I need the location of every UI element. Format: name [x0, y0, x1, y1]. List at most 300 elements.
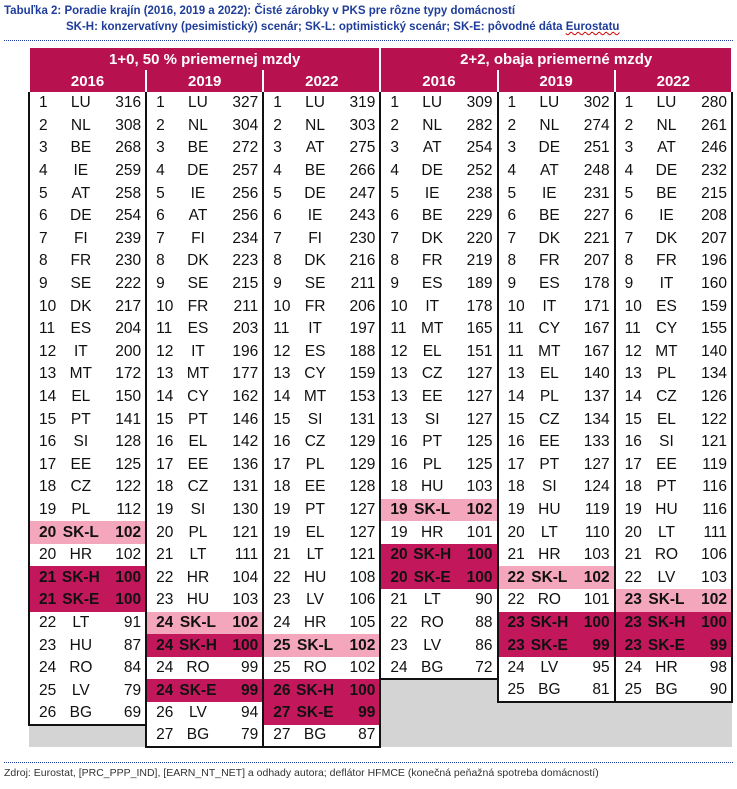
table-row — [29, 273, 732, 296]
rank-cell: 24 — [380, 657, 407, 680]
rank-cell: 23 — [498, 612, 525, 635]
group-header-2: 2+2, obaja priemerné mzdy — [380, 48, 732, 70]
rank-cell: 4 — [263, 160, 290, 183]
country-cell: IT — [542, 297, 557, 315]
country-cell: CY — [304, 365, 326, 383]
country-cell: DE — [538, 139, 561, 157]
country-cell: BG — [524, 679, 574, 702]
value-cell: 99 — [691, 634, 732, 657]
empty-cell — [615, 725, 732, 748]
country-cell: LT — [189, 546, 207, 564]
country-cell: AT — [422, 139, 442, 157]
table-row — [29, 205, 732, 228]
country-cell: SK-L — [56, 521, 106, 544]
value-cell: 230 — [106, 250, 146, 273]
ranking-table — [28, 48, 733, 748]
country-cell: LU — [539, 94, 560, 112]
rank-cell: 7 — [498, 228, 525, 251]
rank-cell: 16 — [146, 431, 173, 454]
country-cell: DK — [421, 229, 443, 247]
rank-cell: 11 — [263, 318, 290, 341]
value-cell: 229 — [457, 205, 497, 228]
rank-cell: 7 — [263, 228, 290, 251]
country-cell: AT — [188, 207, 208, 225]
country-cell: PT — [188, 410, 208, 428]
rank-cell: 21 — [29, 589, 56, 612]
country-cell: IT — [73, 342, 88, 360]
value-cell: 275 — [340, 137, 380, 160]
country-cell: RO — [69, 659, 93, 677]
value-cell: 146 — [223, 408, 263, 431]
country-cell: EL — [656, 410, 676, 428]
rank-cell: 19 — [380, 521, 407, 544]
country-cell: NL — [422, 116, 443, 134]
empty-cell — [615, 702, 732, 725]
country-cell: ES — [656, 297, 677, 315]
rank-cell: 25 — [615, 679, 642, 702]
value-cell: 178 — [574, 273, 614, 296]
rank-cell: 17 — [146, 454, 173, 477]
value-cell: 309 — [457, 92, 497, 115]
value-cell: 196 — [223, 341, 263, 364]
value-cell: 231 — [574, 182, 614, 205]
value-cell: 79 — [223, 725, 263, 748]
rank-cell: 22 — [146, 566, 173, 589]
rank-cell: 21 — [29, 566, 56, 589]
country-cell: SI — [542, 478, 557, 496]
country-cell: EE — [421, 388, 443, 406]
country-cell: EL — [539, 365, 559, 383]
country-cell: PL — [71, 500, 91, 518]
rank-cell: 16 — [29, 431, 56, 454]
value-cell: 319 — [340, 92, 380, 115]
rank-cell: 24 — [29, 657, 56, 680]
empty-cell — [380, 702, 497, 725]
country-cell: SK-L — [407, 499, 457, 522]
rank-cell: 23 — [146, 589, 173, 612]
value-cell: 259 — [106, 160, 146, 183]
value-cell: 102 — [106, 521, 146, 544]
rank-cell: 18 — [615, 476, 642, 499]
country-cell: LU — [422, 94, 443, 112]
rank-cell: 20 — [29, 521, 56, 544]
rank-cell: 27 — [263, 725, 290, 748]
country-cell: FR — [70, 252, 92, 270]
country-cell: PL — [305, 455, 325, 473]
country-cell: BE — [656, 184, 677, 202]
rank-cell: 4 — [615, 160, 642, 183]
rank-cell: 18 — [146, 476, 173, 499]
value-cell: 257 — [223, 160, 263, 183]
country-cell: DK — [655, 229, 678, 247]
value-cell: 256 — [223, 205, 263, 228]
value-cell: 125 — [457, 431, 497, 454]
value-cell: 268 — [106, 137, 146, 160]
country-cell: IE — [424, 184, 440, 202]
value-cell: 217 — [106, 295, 146, 318]
value-cell: 196 — [691, 250, 732, 273]
rank-cell: 23 — [380, 634, 407, 657]
country-cell: DE — [70, 207, 92, 225]
country-cell: SE — [187, 275, 209, 293]
rank-cell: 5 — [29, 182, 56, 205]
rank-cell: 3 — [498, 137, 525, 160]
rank-cell: 18 — [380, 476, 407, 499]
rank-cell: 12 — [380, 341, 407, 364]
value-cell: 100 — [223, 634, 263, 657]
rank-cell: 13 — [146, 363, 173, 386]
rank-cell: 12 — [615, 341, 642, 364]
value-cell: 219 — [457, 250, 497, 273]
rank-cell: 24 — [498, 657, 525, 680]
country-cell: PL — [188, 523, 208, 541]
value-cell: 232 — [691, 160, 732, 183]
value-cell: 105 — [340, 612, 380, 635]
rank-cell: 11 — [29, 318, 56, 341]
country-cell: RO — [420, 613, 444, 631]
value-cell: 112 — [106, 499, 146, 522]
title-line-2-text: SK-H: konzervatívny (pesimistický) scenár; SK-L: optimistický scenár; SK-E: pôvodné dáta — [66, 21, 566, 33]
rank-cell: 20 — [380, 566, 407, 589]
country-cell: FR — [187, 297, 209, 315]
rank-cell: 20 — [498, 521, 525, 544]
rank-cell: 5 — [380, 182, 407, 205]
rank-cell: 7 — [380, 228, 407, 251]
value-cell: 102 — [340, 634, 380, 657]
rank-cell: 13 — [263, 363, 290, 386]
country-cell: IE — [659, 207, 674, 225]
value-cell: 282 — [457, 115, 497, 138]
country-cell: SK-H — [173, 634, 223, 657]
table-row — [29, 476, 732, 499]
value-cell: 222 — [106, 273, 146, 296]
country-cell: SK-L — [524, 566, 574, 589]
country-cell: MT — [538, 342, 561, 360]
country-cell: BE — [421, 207, 443, 225]
rank-cell: 5 — [615, 182, 642, 205]
table-row — [29, 725, 732, 748]
country-cell: EL — [71, 388, 91, 406]
value-cell: 203 — [223, 318, 263, 341]
rank-cell: 21 — [146, 544, 173, 567]
table-row — [29, 228, 732, 251]
rank-cell: 14 — [29, 386, 56, 409]
rank-cell: 5 — [146, 182, 173, 205]
value-cell: 103 — [223, 589, 263, 612]
value-cell: 121 — [340, 544, 380, 567]
country-cell: BG — [290, 725, 340, 748]
rank-cell: 1 — [263, 92, 290, 115]
rank-cell: 19 — [380, 499, 407, 522]
country-cell: FR — [656, 252, 677, 270]
value-cell: 211 — [340, 273, 380, 296]
rank-cell: 22 — [615, 566, 642, 589]
value-cell: 106 — [691, 544, 732, 567]
rank-cell: 3 — [380, 137, 407, 160]
rank-cell: 2 — [380, 115, 407, 138]
value-cell: 102 — [106, 544, 146, 567]
table-title — [4, 3, 733, 41]
rank-cell: 9 — [29, 273, 56, 296]
title-line-1: Tabuľka 2: Poradie krajín (2016, 2019 a 2022): Čisté zárobky v PKS pre rôzne typy domácností — [4, 5, 516, 17]
value-cell: 128 — [340, 476, 380, 499]
value-cell: 90 — [457, 589, 497, 612]
country-cell: FI — [73, 229, 88, 247]
rank-cell: 20 — [146, 521, 173, 544]
value-cell: 98 — [691, 657, 732, 680]
value-cell: 122 — [106, 476, 146, 499]
value-cell: 172 — [106, 363, 146, 386]
value-cell: 125 — [106, 454, 146, 477]
rank-cell: 11 — [146, 318, 173, 341]
country-cell: SK-H — [407, 544, 457, 567]
value-cell: 204 — [106, 318, 146, 341]
value-cell: 211 — [223, 295, 263, 318]
country-cell: LT — [540, 523, 558, 541]
rank-cell: 24 — [263, 612, 290, 635]
country-cell: RO — [654, 546, 679, 564]
value-cell: 155 — [691, 318, 732, 341]
country-cell: LT — [306, 546, 324, 564]
country-cell: SK-H — [642, 612, 692, 635]
rank-cell: 15 — [615, 408, 642, 431]
table-row — [29, 363, 732, 386]
value-cell: 254 — [106, 205, 146, 228]
value-cell: 261 — [691, 115, 732, 138]
value-cell: 206 — [340, 295, 380, 318]
country-cell: IE — [190, 184, 206, 202]
table-row — [29, 679, 732, 702]
country-cell: BE — [70, 139, 92, 157]
country-cell: LU — [188, 94, 208, 112]
table-row — [29, 160, 732, 183]
rank-cell: 23 — [615, 634, 642, 657]
table-row — [29, 92, 732, 115]
value-cell: 99 — [223, 679, 263, 702]
value-cell: 327 — [223, 92, 263, 115]
value-cell: 177 — [223, 363, 263, 386]
country-cell: IE — [73, 162, 89, 180]
table-row — [29, 137, 732, 160]
country-cell: IT — [659, 275, 674, 293]
country-cell: FI — [308, 229, 322, 247]
country-cell: LT — [657, 523, 675, 541]
rank-cell: 14 — [263, 386, 290, 409]
rank-cell: 7 — [29, 228, 56, 251]
country-cell: NL — [539, 116, 560, 134]
value-cell: 167 — [574, 341, 614, 364]
country-cell: CY — [655, 320, 678, 338]
value-cell: 79 — [106, 679, 146, 702]
country-cell: RO — [537, 591, 561, 609]
rank-cell: 23 — [615, 612, 642, 635]
value-cell: 106 — [340, 589, 380, 612]
value-cell: 99 — [223, 657, 263, 680]
value-cell: 128 — [106, 431, 146, 454]
rank-cell: 11 — [380, 318, 407, 341]
rank-cell: 4 — [146, 160, 173, 183]
value-cell: 216 — [340, 250, 380, 273]
country-cell: NL — [188, 116, 208, 134]
country-cell: FR — [421, 252, 443, 270]
value-cell: 100 — [106, 589, 146, 612]
rank-cell: 11 — [498, 318, 525, 341]
value-cell: 100 — [340, 679, 380, 702]
country-cell: BG — [642, 679, 692, 702]
rank-cell: 12 — [29, 341, 56, 364]
country-cell: FR — [538, 252, 560, 270]
country-cell: SE — [304, 275, 326, 293]
rank-cell: 5 — [263, 182, 290, 205]
rank-cell: 6 — [615, 205, 642, 228]
rank-cell: 3 — [263, 137, 290, 160]
country-cell: HR — [186, 568, 210, 586]
country-cell: BG — [407, 657, 457, 680]
country-cell: SK-H — [524, 612, 574, 635]
rank-cell: 22 — [263, 566, 290, 589]
table-row — [29, 250, 732, 273]
value-cell: 316 — [106, 92, 146, 115]
rank-cell: 13 — [29, 363, 56, 386]
rank-cell: 19 — [498, 499, 525, 522]
value-cell: 134 — [691, 363, 732, 386]
value-cell: 119 — [691, 454, 732, 477]
country-cell: EE — [187, 455, 209, 473]
country-cell: MT — [303, 388, 327, 406]
rank-cell: 9 — [615, 273, 642, 296]
country-cell: EE — [70, 455, 92, 473]
value-cell: 95 — [574, 657, 614, 680]
rank-cell: 8 — [146, 250, 173, 273]
rank-cell: 23 — [263, 589, 290, 612]
country-cell: CZ — [421, 365, 443, 383]
value-cell: 141 — [106, 408, 146, 431]
rank-cell: 10 — [380, 295, 407, 318]
rank-cell: 16 — [380, 431, 407, 454]
value-cell: 247 — [340, 182, 380, 205]
value-cell: 280 — [691, 92, 732, 115]
country-cell: HR — [421, 523, 444, 541]
country-cell: DE — [304, 184, 326, 202]
value-cell: 178 — [457, 295, 497, 318]
rank-cell: 10 — [146, 295, 173, 318]
value-cell: 72 — [457, 657, 497, 680]
country-cell: DE — [655, 162, 678, 180]
country-cell: PT — [305, 500, 325, 518]
rank-cell: 1 — [615, 92, 642, 115]
rank-cell: 25 — [263, 634, 290, 657]
value-cell: 130 — [223, 499, 263, 522]
rank-cell: 2 — [146, 115, 173, 138]
rank-cell: 8 — [29, 250, 56, 273]
country-cell: ES — [187, 320, 209, 338]
value-cell: 127 — [340, 521, 380, 544]
value-cell: 243 — [340, 205, 380, 228]
value-cell: 150 — [106, 386, 146, 409]
rank-cell: 18 — [263, 476, 290, 499]
value-cell: 230 — [340, 228, 380, 251]
country-cell: DE — [421, 162, 443, 180]
country-cell: MT — [655, 342, 678, 360]
rank-cell: 25 — [263, 657, 290, 680]
rank-cell: 21 — [615, 544, 642, 567]
country-cell: SK-L — [173, 612, 223, 635]
year-header: 2016 — [29, 70, 146, 92]
value-cell: 103 — [574, 544, 614, 567]
country-cell: ES — [304, 342, 326, 360]
rank-cell: 13 — [380, 386, 407, 409]
rank-cell: 10 — [498, 295, 525, 318]
table-row — [29, 386, 732, 409]
rank-cell: 22 — [498, 566, 525, 589]
value-cell: 303 — [340, 115, 380, 138]
rank-cell: 16 — [263, 431, 290, 454]
table-row — [29, 589, 732, 612]
rank-cell: 15 — [29, 408, 56, 431]
rank-cell: 27 — [146, 725, 173, 748]
table-row — [29, 341, 732, 364]
rank-cell: 3 — [29, 137, 56, 160]
country-cell: EE — [304, 478, 326, 496]
country-cell: HU — [303, 568, 327, 586]
rank-cell: 2 — [615, 115, 642, 138]
country-cell: DK — [70, 297, 92, 315]
value-cell: 94 — [223, 702, 263, 725]
rank-cell: 11 — [498, 341, 525, 364]
value-cell: 111 — [691, 521, 732, 544]
country-cell: SK-L — [290, 634, 340, 657]
country-cell: PT — [656, 478, 677, 496]
value-cell: 126 — [691, 386, 732, 409]
table-row — [29, 612, 732, 635]
value-cell: 140 — [574, 363, 614, 386]
rank-cell: 13 — [615, 363, 642, 386]
rank-cell: 16 — [380, 454, 407, 477]
country-cell: FR — [304, 297, 326, 315]
value-cell: 108 — [340, 566, 380, 589]
year-header: 2016 — [380, 70, 497, 92]
country-cell: EL — [422, 342, 442, 360]
country-cell: HU — [538, 500, 561, 518]
value-cell: 165 — [457, 318, 497, 341]
value-cell: 88 — [457, 612, 497, 635]
value-cell: 304 — [223, 115, 263, 138]
country-cell: SI — [424, 410, 440, 428]
country-cell: CZ — [538, 410, 560, 428]
empty-cell — [380, 725, 497, 748]
country-cell: BG — [173, 725, 223, 748]
value-cell: 188 — [340, 341, 380, 364]
table-row — [29, 182, 732, 205]
rank-cell: 17 — [498, 454, 525, 477]
value-cell: 100 — [457, 566, 497, 589]
rank-cell: 2 — [263, 115, 290, 138]
value-cell: 127 — [457, 386, 497, 409]
country-cell: RO — [186, 659, 210, 677]
value-cell: 125 — [457, 454, 497, 477]
value-cell: 102 — [223, 612, 263, 635]
rank-cell: 21 — [498, 544, 525, 567]
value-cell: 239 — [106, 228, 146, 251]
value-cell: 189 — [457, 273, 497, 296]
country-cell: DK — [187, 252, 209, 270]
rank-cell: 24 — [146, 634, 173, 657]
country-cell: CY — [538, 320, 561, 338]
ranking-grid — [28, 48, 733, 748]
country-cell: HU — [69, 636, 93, 654]
rank-cell: 19 — [263, 499, 290, 522]
country-cell: ES — [421, 275, 443, 293]
